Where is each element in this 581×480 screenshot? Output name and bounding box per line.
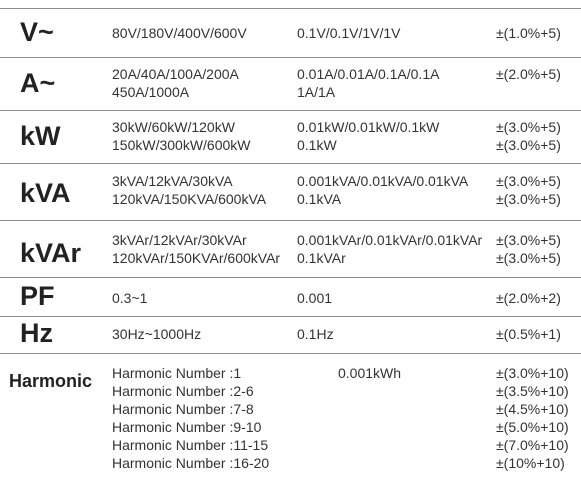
range-line: Harmonic Number :16-20 — [112, 455, 270, 471]
accuracy-line: ±(3.0%+5) — [496, 119, 561, 135]
accuracy-line: ±(3.0%+5) — [496, 232, 561, 248]
unit-label: kW — [20, 121, 61, 151]
range-cell — [112, 289, 147, 307]
range-cell — [112, 24, 247, 42]
spec-row-current — [0, 57, 581, 110]
unit-label: A~ — [20, 68, 56, 98]
accuracy-line: ±(2.0%+2) — [496, 290, 561, 306]
range-line: 30Hz~1000Hz — [112, 326, 202, 342]
resolution-cell — [297, 118, 439, 154]
range-line: 120kVA/150KVA/600kVA — [112, 191, 267, 207]
resolution-line: 0.01A/0.01A/0.1A/0.1A — [297, 66, 440, 82]
resolution-line: 0.1kVA — [297, 191, 342, 207]
accuracy-line: ±(3.0%+5) — [496, 250, 561, 266]
resolution-cell — [297, 231, 482, 267]
accuracy-cell — [496, 172, 561, 208]
unit-label: Hz — [20, 318, 53, 348]
accuracy-line: ±(4.5%+10) — [496, 401, 569, 417]
resolution-cell — [297, 65, 439, 101]
spec-row-harmonic — [0, 353, 581, 480]
spec-row-reactive-power — [0, 220, 581, 277]
resolution-line: 0.01kW/0.01kW/0.1kW — [297, 119, 440, 135]
range-line: Harmonic Number :2-6 — [112, 383, 254, 399]
resolution-line: 0.1kVAr — [297, 250, 346, 266]
range-cell — [112, 65, 239, 101]
accuracy-cell — [496, 65, 561, 83]
accuracy-cell — [496, 325, 561, 343]
resolution-cell — [297, 289, 332, 307]
resolution-line: 0.1V/0.1V/1V/1V — [297, 25, 401, 41]
range-line: 30kW/60kW/120kW — [112, 119, 235, 135]
spec-row-power-factor — [0, 277, 581, 316]
range-cell — [112, 325, 201, 343]
accuracy-line: ±(0.5%+1) — [496, 326, 561, 342]
accuracy-line: ±(10%+10) — [496, 455, 565, 471]
unit-label: Harmonic — [9, 371, 93, 391]
accuracy-line: ±(2.0%+5) — [496, 66, 561, 82]
range-line: 3kVAr/12kVAr/30kVAr — [112, 232, 247, 248]
range-cell — [112, 364, 269, 472]
accuracy-line: ±(3.0%+10) — [496, 365, 569, 381]
resolution-line: 0.001kVAr/0.01kVAr/0.01kVAr — [297, 232, 483, 248]
range-line: 80V/180V/400V/600V — [112, 25, 247, 41]
range-line: 3kVA/12kVA/30kVA — [112, 173, 233, 189]
range-cell — [112, 172, 266, 208]
resolution-line: 0.1kW — [297, 137, 337, 153]
resolution-line: 0.001 — [297, 290, 333, 306]
spec-row-active-power — [0, 110, 581, 163]
spec-row-frequency — [0, 316, 581, 353]
unit-label: V~ — [20, 17, 54, 47]
resolution-cell — [297, 172, 468, 208]
unit-label: kVA — [20, 178, 71, 208]
accuracy-line: ±(5.0%+10) — [496, 419, 569, 435]
accuracy-cell — [496, 24, 561, 42]
accuracy-line: ±(3.0%+5) — [496, 137, 561, 153]
unit-label: kVAr — [20, 238, 82, 268]
range-cell — [112, 118, 251, 154]
accuracy-cell — [496, 364, 569, 472]
range-line: 20A/40A/100A/200A — [112, 66, 239, 82]
range-line: Harmonic Number :7-8 — [112, 401, 254, 417]
resolution-line: 0.001kVA/0.01kVA/0.01kVA — [297, 173, 469, 189]
resolution-cell — [338, 364, 401, 382]
range-line: 450A/1000A — [112, 84, 190, 100]
accuracy-line: ±(3.0%+5) — [496, 191, 561, 207]
range-line: 150kW/300kW/600kW — [112, 137, 251, 153]
accuracy-line: ±(3.5%+10) — [496, 383, 569, 399]
accuracy-cell — [496, 231, 561, 267]
spec-row-voltage — [0, 8, 581, 57]
resolution-line: 0.001kWh — [338, 365, 402, 381]
range-line: Harmonic Number :9-10 — [112, 419, 262, 435]
unit-label: PF — [20, 281, 55, 311]
range-line: Harmonic Number :1 — [112, 365, 242, 381]
range-line: Harmonic Number :11-15 — [112, 437, 269, 453]
accuracy-cell — [496, 289, 561, 307]
range-cell — [112, 231, 280, 267]
resolution-line: 1A/1A — [297, 84, 336, 100]
accuracy-line: ±(1.0%+5) — [496, 25, 561, 41]
range-line: 0.3~1 — [112, 290, 148, 306]
accuracy-line: ±(7.0%+10) — [496, 437, 569, 453]
accuracy-line: ±(3.0%+5) — [496, 173, 561, 189]
resolution-cell — [297, 24, 401, 42]
range-line: 120kVAr/150KVAr/600kVAr — [112, 250, 281, 266]
resolution-line: 0.1Hz — [297, 326, 334, 342]
accuracy-cell — [496, 118, 561, 154]
spec-row-apparent-power — [0, 163, 581, 220]
resolution-cell — [297, 325, 334, 343]
